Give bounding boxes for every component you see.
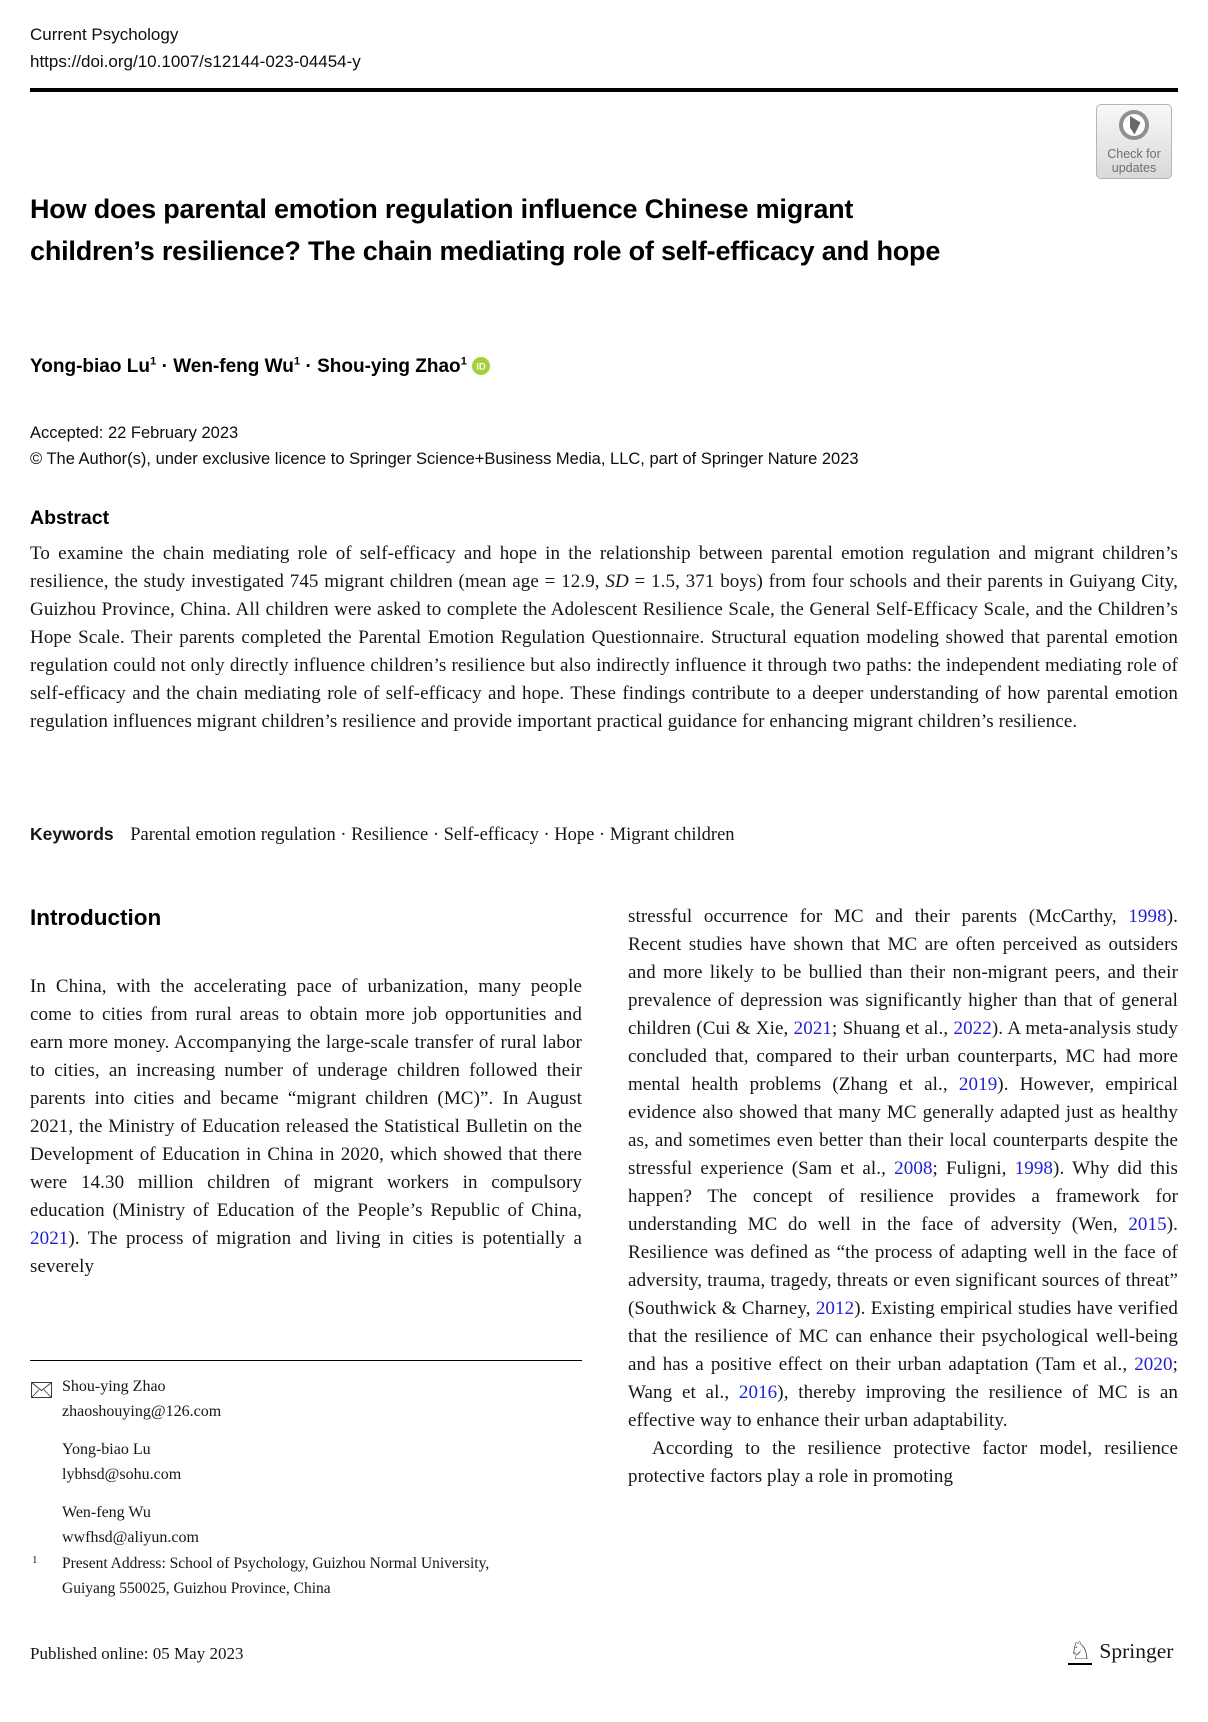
published-online: Published online: 05 May 2023 — [30, 1644, 244, 1663]
citation-year-link[interactable]: 2022 — [953, 1018, 992, 1039]
citation-year-link[interactable]: 2012 — [815, 1298, 855, 1319]
author-email[interactable]: zhaoshouying@126.com — [62, 1403, 222, 1420]
intro-paragraph-right — [628, 903, 1178, 1435]
abstract-heading: Abstract — [30, 507, 110, 529]
author-name: Wen-feng Wu — [62, 1504, 151, 1521]
citation-year-link[interactable]: 1998 — [1014, 1158, 1054, 1179]
doi-link[interactable]: https://doi.org/10.1007/s12144-023-04454-y — [30, 52, 361, 71]
text-segment: · — [300, 356, 318, 377]
abstract-text — [30, 540, 1178, 736]
citation-year-link[interactable]: 2021 — [793, 1018, 833, 1039]
text-segment: ). However, empirical evidence also showed that many MC generally adapted just as healthy as, and sometimes even better than their local counterparts despite the stressful experience (Sam et al., — [628, 1074, 1178, 1179]
text-segment: = 1.5, 371 boys) from four schools and their parents in Guiyang City, Guizhou Province, China. All children were asked to complete the Adolescent Resilience Scale, the General Self-Efficacy Scale, and the Children’s Hope Scale. Their parents completed the Parental Emotion Regulation Questionnaire. Structural equation modeling showed that parental emotion regulation could not only directly influence children’s resilience but also indirectly influence it through two paths: the independent mediating role of self-efficacy and the chain mediating role of self-efficacy and hope. These findings contribute to a deeper understanding of how parental emotion regulation influences migrant children’s resilience and provide important practical guidance for enhancing migrant children’s resilience. — [30, 571, 1178, 732]
text-segment: · — [156, 356, 174, 377]
paper-title: How does parental emotion regulation influence Chinese migrant children’s resilience? The chain mediating role of self-efficacy and hope — [30, 194, 941, 266]
author-name: Shou-ying Zhao — [62, 1378, 166, 1395]
citation-year-link[interactable]: 2008 — [894, 1158, 933, 1179]
springer-horse-icon: ♘ — [1069, 1636, 1092, 1665]
envelope-icon — [31, 1382, 52, 1403]
intro-paragraph-right-2: According to the resilience protective factor model, resilience protective factors play a role in promoting — [628, 1438, 1178, 1487]
column-left — [30, 903, 582, 1281]
text-segment: ). The process of migration and living in cities is potentially a severely — [30, 1228, 582, 1277]
citation-year-link[interactable]: 2020 — [1134, 1354, 1173, 1375]
text-segment: ). Why did this happen? The concept of resilience provides a framework for understanding MC do well in the face of adversity (Wen, — [628, 1158, 1178, 1235]
correspondence-entry — [62, 1374, 482, 1424]
header-rule — [30, 88, 1178, 92]
svg-text:iD: iD — [476, 361, 486, 373]
footnote-marker: 1 — [32, 1554, 38, 1566]
text-segment: ). Resilience was defined as “the process of adapting well in the face of adversity, trauma, tragedy, threats or even significant sources of threat” (Southwick & Charney, — [628, 1214, 1178, 1319]
text-segment: Wen-feng Wu — [173, 356, 294, 377]
text-segment: In China, with the accelerating pace of urbanization, many people come to cities from rural areas to obtain more job opportunities and earn more money. Accompanying the large-scale transfer of rural labor to cities, an increasing number of underage children followed their parents into cities and became “migrant children (MC)”. In August 2021, the Ministry of Education released the Statistical Bulletin on the Development of Education in China in 2020, which showed that there were 14.30 million children of migrant workers in compulsory education (Ministry of Education of the People’s Republic of China, — [30, 976, 582, 1221]
citation-year-link[interactable]: 2016 — [738, 1382, 778, 1403]
copyright-notice: © The Author(s), under exclusive licence to Springer Science+Business Media, LLC, part of Springer Nature 2023 — [30, 450, 859, 468]
text-segment: ). Existing empirical studies have verified that the resilience of MC can enhance their psychological well-being and has a positive effect on their urban adaptation (Tam et al., — [628, 1298, 1178, 1375]
correspondence-entry — [62, 1437, 482, 1487]
citation-year-link[interactable]: 1998 — [1128, 906, 1167, 927]
check-for-updates-badge[interactable] — [1096, 104, 1172, 179]
text-segment: ; Fuligni, — [932, 1158, 1015, 1179]
text-segment: stressful occurrence for MC and their parents (McCarthy, — [628, 906, 1129, 927]
springer-wordmark: Springer — [1099, 1639, 1174, 1663]
author-email[interactable]: lybhsd@sohu.com — [62, 1466, 182, 1483]
text-segment: ; Shuang et al., — [832, 1018, 954, 1039]
badge-label — [1097, 148, 1171, 175]
orcid-icon[interactable] — [472, 357, 490, 381]
affiliation-footnote — [30, 1551, 500, 1601]
authors-line — [30, 356, 490, 381]
citation-year-link[interactable]: 2015 — [1128, 1214, 1167, 1235]
keywords-list: Parental emotion regulation · Resilience · Self-efficacy · Hope · Migrant children — [130, 825, 735, 845]
author-name: Yong-biao Lu — [62, 1441, 151, 1458]
text-segment: ; Wang et al., — [628, 1354, 1178, 1403]
footnote-text: Present Address: School of Psychology, Guizhou Normal University, Guiyang 550025, Guizhou Province, China — [62, 1555, 490, 1597]
text-segment: SD — [605, 571, 629, 592]
column-right — [628, 903, 1178, 1491]
text-segment: ), thereby improving the resilience of MC is an effective way to enhance their urban adaptability. — [628, 1382, 1178, 1431]
intro-paragraph-left — [30, 973, 582, 1281]
keywords-row — [30, 824, 735, 846]
citation-year-link[interactable]: 2019 — [958, 1074, 998, 1095]
keywords-label: Keywords — [30, 824, 114, 844]
correspondence-block — [62, 1374, 482, 1563]
text-segment: To examine the chain mediating role of self-efficacy and hope in the relationship between parental emotion regulation and migrant children’s resilience, the study investigated 745 migrant children (mean age = 12.9, — [30, 543, 1178, 592]
introduction-heading: Introduction — [30, 905, 162, 930]
springer-logo — [1068, 1638, 1173, 1665]
badge-label-line1: Check for — [1107, 147, 1161, 161]
author-email[interactable]: wwfhsd@aliyun.com — [62, 1529, 199, 1546]
footnote-divider — [30, 1360, 582, 1361]
badge-label-line2: updates — [1111, 160, 1157, 175]
citation-year-link[interactable]: 2021 — [30, 1228, 69, 1249]
text-segment: ). Recent studies have shown that MC are often perceived as outsiders and more likely to be bullied than their non-migrant peers, and their prevalence of depression was significantly higher than that of general children (Cui & Xie, — [628, 906, 1178, 1039]
journal-name: Current Psychology — [30, 25, 179, 44]
accepted-date: Accepted: 22 February 2023 — [30, 424, 239, 442]
text-segment: 1 — [460, 355, 467, 368]
correspondence-entry — [62, 1500, 482, 1550]
check-for-updates-icon — [1117, 109, 1151, 143]
text-segment: 1 — [149, 355, 157, 368]
text-segment: 1 — [293, 355, 301, 368]
text-segment: Shou-ying Zhao — [317, 356, 461, 377]
text-segment: Yong-biao Lu — [30, 356, 150, 377]
author-names — [30, 356, 467, 377]
text-segment: ). A meta-analysis study concluded that, compared to their urban counterparts, MC had more mental health problems (Zhang et al., — [628, 1018, 1179, 1095]
